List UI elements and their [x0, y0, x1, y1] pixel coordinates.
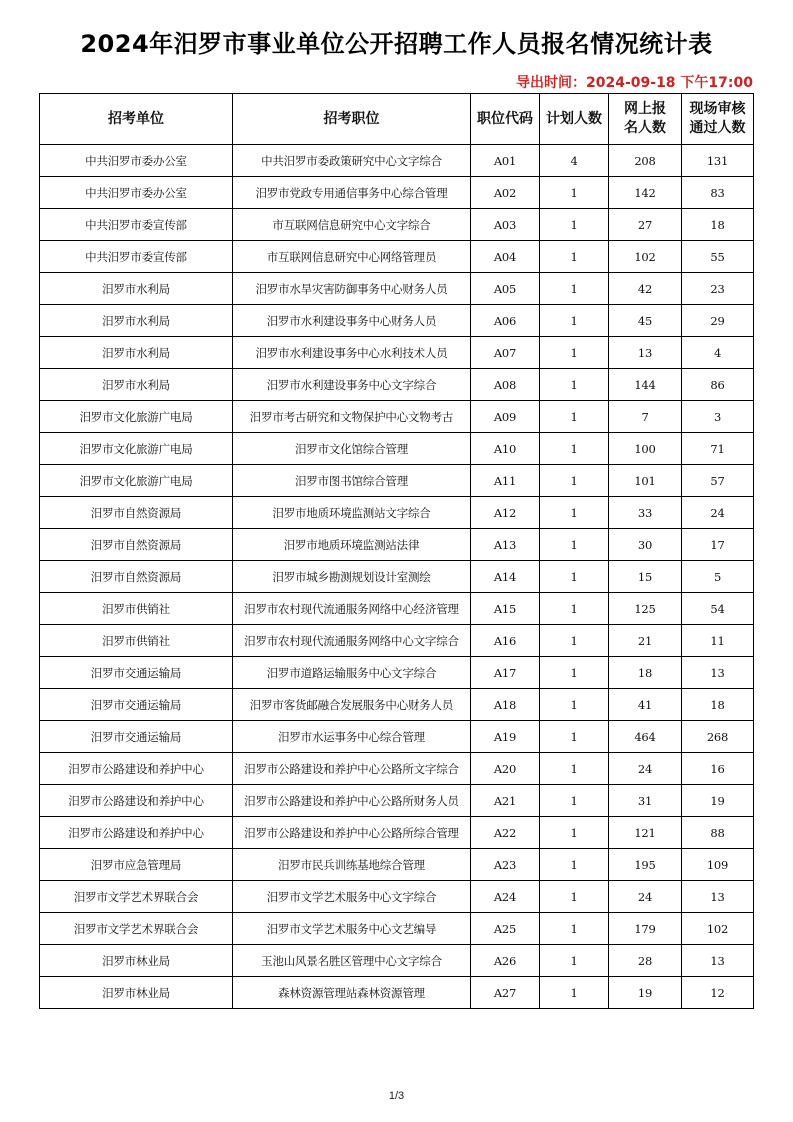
cell-planned-count: 1 [540, 401, 609, 433]
cell-planned-count: 1 [540, 497, 609, 529]
cell-unit: 汨罗市交通运输局 [40, 721, 233, 753]
cell-planned-count: 1 [540, 337, 609, 369]
table-row [40, 273, 754, 305]
cell-onsite-approved: 17 [682, 529, 754, 561]
cell-planned-count: 1 [540, 689, 609, 721]
cell-position: 汨罗市水利建设事务中心文字综合 [233, 369, 471, 401]
cell-online-registrations: 42 [609, 273, 682, 305]
cell-online-registrations: 31 [609, 785, 682, 817]
cell-position-code: A14 [471, 561, 540, 593]
cell-unit: 中共汨罗市委办公室 [40, 177, 233, 209]
cell-position: 汨罗市考古研究和文物保护中心文物考古 [233, 401, 471, 433]
cell-planned-count: 1 [540, 369, 609, 401]
cell-unit: 汨罗市水利局 [40, 369, 233, 401]
table-body [40, 145, 754, 1009]
cell-unit: 汨罗市公路建设和养护中心 [40, 785, 233, 817]
cell-planned-count: 1 [540, 433, 609, 465]
cell-unit: 汨罗市公路建设和养护中心 [40, 753, 233, 785]
cell-online-registrations: 7 [609, 401, 682, 433]
cell-planned-count: 1 [540, 977, 609, 1009]
cell-planned-count: 1 [540, 177, 609, 209]
cell-position-code: A10 [471, 433, 540, 465]
table-row [40, 337, 754, 369]
cell-planned-count: 1 [540, 209, 609, 241]
cell-planned-count: 1 [540, 721, 609, 753]
table-row [40, 945, 754, 977]
cell-position: 汨罗市城乡勘测规划设计室测绘 [233, 561, 471, 593]
cell-unit: 汨罗市供销社 [40, 593, 233, 625]
cell-position: 汨罗市图书馆综合管理 [233, 465, 471, 497]
cell-online-registrations: 41 [609, 689, 682, 721]
cell-onsite-approved: 18 [682, 209, 754, 241]
cell-position: 汨罗市文学艺术服务中心文字综合 [233, 881, 471, 913]
cell-position: 汨罗市文化馆综合管理 [233, 433, 471, 465]
cell-planned-count: 1 [540, 753, 609, 785]
cell-onsite-approved: 131 [682, 145, 754, 177]
cell-position: 汨罗市客货邮融合发展服务中心财务人员 [233, 689, 471, 721]
cell-position-code: A20 [471, 753, 540, 785]
cell-position: 汨罗市文学艺术服务中心文艺编导 [233, 913, 471, 945]
cell-onsite-approved: 11 [682, 625, 754, 657]
cell-unit: 汨罗市文化旅游广电局 [40, 401, 233, 433]
cell-position-code: A09 [471, 401, 540, 433]
cell-position-code: A07 [471, 337, 540, 369]
table-row [40, 401, 754, 433]
header-unit: 招考单位 [40, 94, 233, 145]
cell-unit: 汨罗市公路建设和养护中心 [40, 817, 233, 849]
cell-position: 汨罗市民兵训练基地综合管理 [233, 849, 471, 881]
cell-onsite-approved: 71 [682, 433, 754, 465]
cell-online-registrations: 30 [609, 529, 682, 561]
cell-online-registrations: 45 [609, 305, 682, 337]
cell-planned-count: 1 [540, 465, 609, 497]
cell-position-code: A13 [471, 529, 540, 561]
cell-onsite-approved: 13 [682, 657, 754, 689]
table-row [40, 721, 754, 753]
cell-planned-count: 1 [540, 945, 609, 977]
cell-online-registrations: 195 [609, 849, 682, 881]
table-row [40, 849, 754, 881]
cell-onsite-approved: 24 [682, 497, 754, 529]
cell-online-registrations: 28 [609, 945, 682, 977]
cell-onsite-approved: 55 [682, 241, 754, 273]
cell-online-registrations: 33 [609, 497, 682, 529]
cell-position-code: A04 [471, 241, 540, 273]
cell-online-registrations: 464 [609, 721, 682, 753]
cell-onsite-approved: 18 [682, 689, 754, 721]
cell-online-registrations: 21 [609, 625, 682, 657]
cell-position-code: A16 [471, 625, 540, 657]
cell-position: 市互联网信息研究中心网络管理员 [233, 241, 471, 273]
cell-position-code: A02 [471, 177, 540, 209]
cell-unit: 汨罗市交通运输局 [40, 657, 233, 689]
cell-position-code: A01 [471, 145, 540, 177]
cell-unit: 汨罗市水利局 [40, 305, 233, 337]
cell-unit: 中共汨罗市委宣传部 [40, 209, 233, 241]
cell-position: 汨罗市公路建设和养护中心公路所文字综合 [233, 753, 471, 785]
table-row [40, 817, 754, 849]
cell-position: 汨罗市农村现代流通服务网络中心文字综合 [233, 625, 471, 657]
cell-position-code: A19 [471, 721, 540, 753]
cell-unit: 汨罗市文学艺术界联合会 [40, 913, 233, 945]
cell-online-registrations: 102 [609, 241, 682, 273]
cell-position-code: A23 [471, 849, 540, 881]
header-position: 招考职位 [233, 94, 471, 145]
cell-onsite-approved: 13 [682, 881, 754, 913]
cell-unit: 汨罗市文学艺术界联合会 [40, 881, 233, 913]
cell-online-registrations: 27 [609, 209, 682, 241]
cell-position-code: A18 [471, 689, 540, 721]
cell-unit: 汨罗市文化旅游广电局 [40, 465, 233, 497]
table-row [40, 433, 754, 465]
cell-position: 汨罗市水旱灾害防御事务中心财务人员 [233, 273, 471, 305]
table-row [40, 529, 754, 561]
cell-position: 汨罗市水利建设事务中心水利技术人员 [233, 337, 471, 369]
cell-position-code: A11 [471, 465, 540, 497]
cell-position-code: A06 [471, 305, 540, 337]
cell-position-code: A22 [471, 817, 540, 849]
cell-unit: 汨罗市自然资源局 [40, 529, 233, 561]
cell-position-code: A03 [471, 209, 540, 241]
cell-online-registrations: 101 [609, 465, 682, 497]
cell-position: 汨罗市水利建设事务中心财务人员 [233, 305, 471, 337]
table-row [40, 305, 754, 337]
cell-online-registrations: 19 [609, 977, 682, 1009]
table-row [40, 625, 754, 657]
table-row [40, 593, 754, 625]
cell-unit: 汨罗市供销社 [40, 625, 233, 657]
cell-online-registrations: 13 [609, 337, 682, 369]
table-header-row [40, 94, 754, 145]
cell-position-code: A15 [471, 593, 540, 625]
cell-position: 汨罗市农村现代流通服务网络中心经济管理 [233, 593, 471, 625]
cell-online-registrations: 100 [609, 433, 682, 465]
cell-position-code: A26 [471, 945, 540, 977]
cell-planned-count: 1 [540, 305, 609, 337]
cell-onsite-approved: 109 [682, 849, 754, 881]
table-row [40, 657, 754, 689]
cell-planned-count: 1 [540, 529, 609, 561]
cell-planned-count: 1 [540, 849, 609, 881]
table-row [40, 689, 754, 721]
cell-online-registrations: 179 [609, 913, 682, 945]
cell-position-code: A17 [471, 657, 540, 689]
cell-planned-count: 1 [540, 913, 609, 945]
table-row [40, 977, 754, 1009]
cell-position: 森林资源管理站森林资源管理 [233, 977, 471, 1009]
header-onsite-approved: 现场审核通过人数 [682, 94, 754, 145]
cell-onsite-approved: 5 [682, 561, 754, 593]
cell-online-registrations: 208 [609, 145, 682, 177]
cell-onsite-approved: 102 [682, 913, 754, 945]
cell-position: 汨罗市地质环境监测站法律 [233, 529, 471, 561]
cell-position: 汨罗市公路建设和养护中心公路所财务人员 [233, 785, 471, 817]
cell-onsite-approved: 268 [682, 721, 754, 753]
cell-online-registrations: 24 [609, 753, 682, 785]
page-number: 1/3 [388, 1090, 405, 1102]
table-row [40, 177, 754, 209]
cell-position: 汨罗市地质环境监测站文字综合 [233, 497, 471, 529]
table-row [40, 913, 754, 945]
cell-position: 汨罗市党政专用通信事务中心综合管理 [233, 177, 471, 209]
cell-unit: 汨罗市水利局 [40, 273, 233, 305]
cell-position-code: A08 [471, 369, 540, 401]
table-row [40, 785, 754, 817]
cell-onsite-approved: 13 [682, 945, 754, 977]
cell-position-code: A25 [471, 913, 540, 945]
cell-online-registrations: 144 [609, 369, 682, 401]
cell-online-registrations: 125 [609, 593, 682, 625]
cell-position: 汨罗市道路运输服务中心文字综合 [233, 657, 471, 689]
cell-planned-count: 1 [540, 625, 609, 657]
cell-unit: 汨罗市自然资源局 [40, 497, 233, 529]
cell-planned-count: 1 [540, 561, 609, 593]
table-row [40, 753, 754, 785]
table-row [40, 561, 754, 593]
table-row [40, 881, 754, 913]
cell-unit: 汨罗市文化旅游广电局 [40, 433, 233, 465]
document-title: 2024年汨罗市事业单位公开招聘工作人员报名情况统计表 [80, 30, 713, 58]
cell-position-code: A05 [471, 273, 540, 305]
table-row [40, 465, 754, 497]
cell-online-registrations: 24 [609, 881, 682, 913]
cell-planned-count: 1 [540, 657, 609, 689]
cell-online-registrations: 121 [609, 817, 682, 849]
cell-unit: 汨罗市自然资源局 [40, 561, 233, 593]
header-online-registrations: 网上报名人数 [609, 94, 682, 145]
cell-position: 玉池山风景名胜区管理中心文字综合 [233, 945, 471, 977]
table-row [40, 497, 754, 529]
cell-planned-count: 1 [540, 817, 609, 849]
cell-planned-count: 1 [540, 593, 609, 625]
cell-onsite-approved: 29 [682, 305, 754, 337]
cell-onsite-approved: 83 [682, 177, 754, 209]
header-planned-count: 计划人数 [540, 94, 609, 145]
cell-online-registrations: 15 [609, 561, 682, 593]
cell-unit: 汨罗市应急管理局 [40, 849, 233, 881]
cell-position: 市互联网信息研究中心文字综合 [233, 209, 471, 241]
registration-statistics-table [39, 93, 754, 1009]
cell-planned-count: 1 [540, 241, 609, 273]
cell-planned-count: 4 [540, 145, 609, 177]
cell-onsite-approved: 12 [682, 977, 754, 1009]
cell-position-code: A24 [471, 881, 540, 913]
cell-onsite-approved: 88 [682, 817, 754, 849]
cell-onsite-approved: 86 [682, 369, 754, 401]
cell-onsite-approved: 57 [682, 465, 754, 497]
cell-onsite-approved: 4 [682, 337, 754, 369]
cell-position-code: A12 [471, 497, 540, 529]
cell-position: 汨罗市水运事务中心综合管理 [233, 721, 471, 753]
table-row [40, 241, 754, 273]
cell-onsite-approved: 23 [682, 273, 754, 305]
cell-onsite-approved: 3 [682, 401, 754, 433]
cell-unit: 中共汨罗市委宣传部 [40, 241, 233, 273]
cell-position: 中共汨罗市委政策研究中心文字综合 [233, 145, 471, 177]
cell-planned-count: 1 [540, 881, 609, 913]
table-row [40, 369, 754, 401]
cell-unit: 汨罗市林业局 [40, 945, 233, 977]
cell-onsite-approved: 19 [682, 785, 754, 817]
cell-position: 汨罗市公路建设和养护中心公路所综合管理 [233, 817, 471, 849]
export-timestamp: 导出时间：2024-09-18 下午17:00 [516, 75, 753, 91]
header-position-code: 职位代码 [471, 94, 540, 145]
table-row [40, 145, 754, 177]
cell-planned-count: 1 [540, 785, 609, 817]
cell-planned-count: 1 [540, 273, 609, 305]
cell-position-code: A27 [471, 977, 540, 1009]
cell-onsite-approved: 16 [682, 753, 754, 785]
cell-online-registrations: 18 [609, 657, 682, 689]
table-row [40, 209, 754, 241]
cell-unit: 汨罗市交通运输局 [40, 689, 233, 721]
cell-unit: 汨罗市水利局 [40, 337, 233, 369]
cell-onsite-approved: 54 [682, 593, 754, 625]
cell-unit: 中共汨罗市委办公室 [40, 145, 233, 177]
cell-position-code: A21 [471, 785, 540, 817]
cell-unit: 汨罗市林业局 [40, 977, 233, 1009]
cell-online-registrations: 142 [609, 177, 682, 209]
